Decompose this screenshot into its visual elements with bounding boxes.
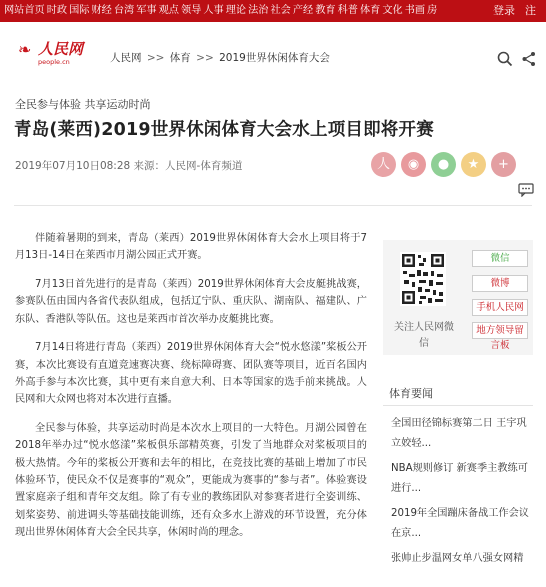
article-body [15,230,367,553]
nav-item-taiwan[interactable]: 台湾 [113,5,135,16]
nav-item-home[interactable]: 网站首页 [4,5,45,16]
breadcrumb-event[interactable]: 2019世界休闲体育大会 [219,52,330,64]
nav-item-politics[interactable]: 时政 [46,5,68,16]
share-bar [371,152,516,177]
nav-item-law[interactable]: 法治 [248,5,269,16]
headline-item[interactable]: 2019年全国蹦床备战工作会议在京... [391,508,529,539]
headline-item[interactable]: 全国田径锦标赛第二日 王宇巩立姣轻... [391,418,527,449]
nav-item-science[interactable]: 科普 [337,5,358,16]
nav-item-theory[interactable]: 理论 [225,5,247,16]
search-icon[interactable] [497,51,513,67]
breadcrumb [110,50,330,65]
nav-item-personnel[interactable]: 人事 [203,5,224,16]
nav-item-world[interactable]: 国际 [69,5,90,16]
more-share-icon[interactable]: + [491,152,516,177]
wechat-button[interactable]: 微信 [472,250,528,267]
logo-text: 人民网 [38,40,84,58]
nav-item-culture[interactable]: 文化 [382,5,403,16]
article-paragraph: 7月14日将进行青岛（莱西）2019世界休闲体育大会“悦水悠漾”桨板公开赛，本次比赛设有直道竞速赛决赛、绕标障碍赛、团队赛等项目，近百名国内外高手参与本次比赛，其中更有来自意大利、日本等国家的选手前来挑战。人民网和大众网也将对本次进行直播。 [15,342,367,406]
logo-domain: people.cn [38,58,70,66]
comment-icon[interactable] [518,183,534,197]
nav-item-industry[interactable]: 产经 [292,5,314,16]
publish-date: 2019年07月10日08:28 [15,160,131,172]
weibo-icon[interactable]: ◉ [401,152,426,177]
renren-icon[interactable]: 人 [371,152,396,177]
breadcrumb-home[interactable]: 人民网 [110,52,142,64]
follow-box [383,240,533,355]
headline-item[interactable]: 张帅止步温网女单八强女网精 [391,553,524,564]
nav-item-sports[interactable]: 体育 [360,5,381,16]
nav-item-leaders[interactable]: 领导 [181,5,202,16]
breadcrumb-sports[interactable]: 体育 [169,52,191,64]
logo-emblem-icon: ❧ [18,40,32,59]
weibo-button[interactable]: 微博 [472,275,528,292]
breadcrumb-separator: >> [146,52,165,64]
article-paragraph: 全民参与体验，共享运动时尚是本次水上项目的一大特色。月湖公园曾在2018年举办过“悦水悠漾”桨板俱乐部精英赛，引发了当地群众对桨板项目的极大热情。今年的桨板公开赛和去年的相比，在竞技比赛的基础上增加了市民体验环节，使民众不仅是赛事的“观众”，更能成为赛事的“参与者”。体验赛设置家庭亲子组和青年交友组。除了有专业的教练团队对参赛者进行全姿训练、划桨姿势、前进调头等基础技能训练，还有众多水上游戏的环节设置，充分体现出世界休闲体育大会全民共享，休闲时尚的理念。 [15,423,367,538]
mobile-people-button[interactable]: 手机人民网 [472,299,528,316]
breadcrumb-separator: >> [196,52,214,64]
sports-headlines-title: 体育要闻 [383,382,533,406]
share-icon[interactable] [521,51,537,67]
local-leader-board-button[interactable]: 地方领导留言板 [472,322,528,339]
divider [14,205,532,206]
site-header [0,22,546,92]
qzone-icon[interactable]: ★ [461,152,486,177]
nav-item-opinion[interactable]: 观点 [158,5,179,16]
nav-item-society[interactable]: 社会 [270,5,291,16]
channel-nav [4,3,439,19]
article-title: 青岛(莱西)2019世界休闲体育大会水上项目即将开赛 [14,120,434,140]
qr-code [400,252,446,306]
nav-item-education[interactable]: 教育 [315,5,336,16]
top-nav-bar [0,0,546,22]
qr-caption: 关注人民网微信 [394,322,454,349]
article-meta [15,158,242,173]
register-link[interactable]: 注 [525,4,536,17]
headline-item[interactable]: NBA规则修订 新赛季主教练可进行... [391,463,528,494]
sports-headlines [383,382,533,575]
people-logo[interactable] [18,40,86,68]
article-kicker: 全民参与体验 共享运动时尚 [15,98,151,111]
nav-item-military[interactable]: 军事 [136,5,157,16]
nav-item-calligraphy[interactable]: 书画 [404,5,426,16]
article-paragraph: 伴随着暑期的到来，青岛（莱西）2019世界休闲体育大会水上项目将于7月13日-14日在莱西市月湖公园正式开赛。 [15,233,367,262]
login-link[interactable]: 登录 [493,4,515,17]
account-links [493,3,536,19]
article-source: 来源：人民网-体育频道 [133,160,243,172]
wechat-icon[interactable]: ● [431,152,456,177]
headline-list [383,414,533,569]
nav-item-realestate[interactable]: 房 [427,5,438,16]
nav-item-finance[interactable]: 财经 [91,5,112,16]
article-paragraph: 7月13日首先进行的是青岛（莱西）2019世界休闲体育大会皮艇挑战赛，参赛队伍由国内各省代表队组成，包括辽宁队、重庆队、湖南队、福建队、广东队、香港队等队伍。这也是莱西市首次举办皮艇挑比赛。 [15,279,367,325]
